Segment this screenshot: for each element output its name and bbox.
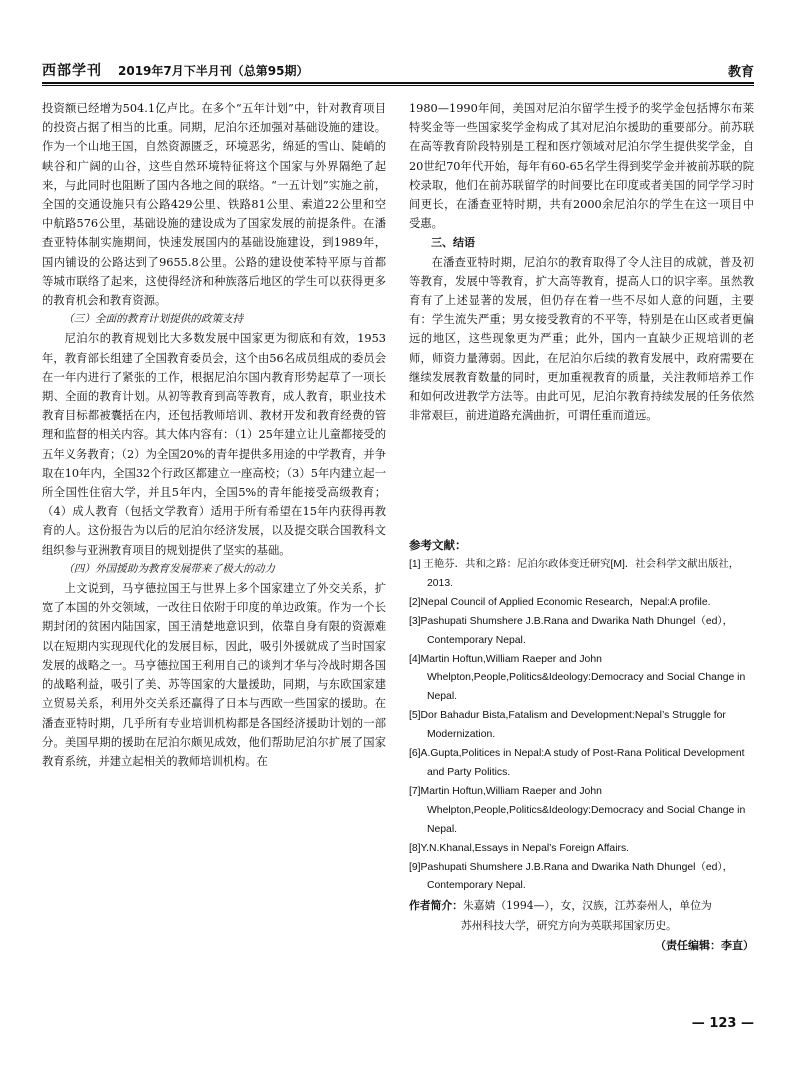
paragraph: 在潘查亚特时期，尼泊尔的教育取得了令人注目的成就，普及初等教育，发展中等教育，扩大高等教育，提高人口的识字率。虽然教育有了上述显著的发展，但仍存在着一些不尽如人意的问题，主要有：学生流失严重；男女接受教育的不平等，特别是在山区或者更偏远的地区，这些现象更为严重；此外，国内一直缺少正规培训的老师，师资力量薄弱。因此，在尼泊尔后续的教育发展中，政府需要在继续发展教育数量的同时，更加重视教育的质量，关注教师培养工作和如何改进教学方法等。由此可见，尼泊尔教育持续发展的任务依然非常艰巨，前进道路充满曲折，可谓任重而道远。 [409, 255, 754, 423]
reference-item: [5]Dor Bahadur Bista,Fatalism and Development:Nepal’s Struggle for Modernization. [409, 710, 726, 741]
reference-item: [1] 王艳芬．共和之路：尼泊尔政体变迁研究[M]．社会科学文献出版社，2013. [409, 559, 740, 589]
paragraph: 上文说到，马亨德拉国王与世界上多个国家建立了外交关系，扩宽了本国的外交领域，一改往日依附于印度的单边政策。作为一个长期封闭的贫困内陆国家，国王清楚地意识到，依靠自身有限的资源难以在短期内实现现代化的发展目标，因此，吸引外援就成了当时国家发展的战略之一。马亨德拉国王利用自己的谈判才华与冷战时期各国的战略利益，吸引了美、苏等国家的大量援助，同期，与东欧国家建立贸易关系，利用外交关系还赢得了日本与西欧一些国家的援助。在潘查亚特时期，几乎所有专业培训机构都是各国经济援助计划的一部分。美国早期的援助在尼泊尔颇见成效，他们帮助尼泊尔扩展了国家教育系统，并建立起相关的教师培训机构。在 [42, 582, 386, 768]
reference-item: [6]A.Gupta,Politices in Nepal:A study of Post-Rana Political Development and Party Politics. [409, 748, 745, 778]
author-label: 作者简介： [409, 899, 463, 912]
issue-info: 2019年7月下半月刊（总第95期） [118, 64, 309, 78]
page-header [42, 60, 754, 82]
subsection-heading: （三）全面的教育计划提供的政策支持 [63, 313, 244, 326]
editor-credit: （责任编辑：李直） [655, 939, 754, 952]
page-number: — 123 — [691, 1016, 754, 1031]
header-rule-thin [42, 85, 754, 86]
paragraph: 投资额已经增为504.1亿卢比。在多个“五年计划”中，针对教育项目的投资占据了相当的比重。同期，尼泊尔还加强对基础设施的建设。作为一个山地王国，自然资源匮乏，环境恶劣，绵延的雪山、陡峭的峡谷和广阔的山谷，这些自然环境特征将这个国家与外界隔绝了起来，与此同时也阻断了国内各地之间的联络。“一五计划”实施之前，全国的交通设施只有公路429公里、铁路81公里、索道22公里和空中航路576公里，基础设施的建设成为了国家发展的前提条件。在潘查亚特体制实施期间，快速发展国内的基础设施建设，到1989年，国内铺设的公路达到了9655.8公里。公路的建设使苯特平原与首都等城市联络了起来，这使得经济和种族落后地区的学生可以获得更多的教育机会和教育资源。 [42, 102, 386, 308]
reference-item: [9]Pashupati Shumshere J.B.Rana and Dwarika Nath Dhungel（ed），Contemporary Nepal. [409, 861, 734, 892]
paragraph: 1980—1990年间，美国对尼泊尔留学生授予的奖学金包括博尔布莱特奖金等一些国家奖学金构成了其对尼泊尔援助的重要部分。前苏联在高等教育阶段特别是工程和医疗领域对尼泊尔学生提供奖学金，自20世纪70年代开始，每年有60-65名学生得到奖学金并被前苏联的院校录取，他们在前苏联留学的时间要比在印度或者美国的同学学习时间更长，在潘查亚特时期，共有2000余尼泊尔的学生在这一项目中受惠。 [409, 102, 754, 231]
author-text: 朱嘉婧（1994—），女，汉族，江苏泰州人，单位为 [462, 899, 712, 912]
author-text: 苏州科技大学，研究方向为英联邦国家历史。 [461, 919, 677, 932]
references-title: 参考文献： [409, 538, 467, 552]
section-name: 教育 [727, 65, 754, 80]
reference-item: [3]Pashupati Shumshere J.B.Rana and Dwarika Nath Dhungel（ed），Contemporary Nepal. [409, 615, 734, 646]
reference-item: [8]Y.N.Khanal,Essays in Nepal’s Foreign Affairs. [409, 842, 630, 854]
author-bio [409, 896, 754, 936]
header-rule [42, 82, 754, 84]
journal-name: 西部学刊 [42, 63, 102, 79]
right-column [409, 99, 754, 425]
reference-item: [2]Nepal Council of Applied Economic Research，Nepal:A profile. [409, 596, 711, 608]
references-list [409, 556, 754, 896]
left-column [42, 99, 386, 771]
subsection-heading: （四）外国援助为教育发展带来了极大的动力 [63, 562, 276, 575]
section-heading: 三、结语 [431, 236, 475, 250]
paragraph: 尼泊尔的教育规划比大多数发展中国家更为彻底和有效，1953年，教育部长组建了全国教育委员会，这个由56名成员组成的委员会在一年内进行了紧张的工作，根据尼泊尔国内教育形势起草了一项长期、全面的教育计划。从初等教育到高等教育，成人教育，职业技术教育目标都被囊括在内，还包括教师培训、教材开发和教育经费的管理和监督的相关内容。其大体内容有：（1）25年建立让儿童都接受的五年义务教育；（2）为全国20%的青年提供多用途的中学教育，并争取在10年内，全国32个行政区都建立一座高校；（3）5年内建立起一所全国性住宿大学，并且5年内，全国5%的青年能接受高级教育；（4）成人教育（包括文学教育）适用于所有希望在15年内获得再教育的人。这份报告为以后的尼泊尔经济发展，以及提交联合国教科文组织参与亚洲教育项目的规划提供了坚实的基础。 [42, 332, 386, 557]
reference-item: [4]Martin Hoftun,William Raeper and John Whelpton,People,Politics&Ideology:Democracy and Social Change in Nepal. [409, 653, 746, 703]
reference-item: [7]Martin Hoftun,William Raeper and John Whelpton,People,Politics&Ideology:Democracy and Social Change in Nepal. [409, 785, 746, 835]
